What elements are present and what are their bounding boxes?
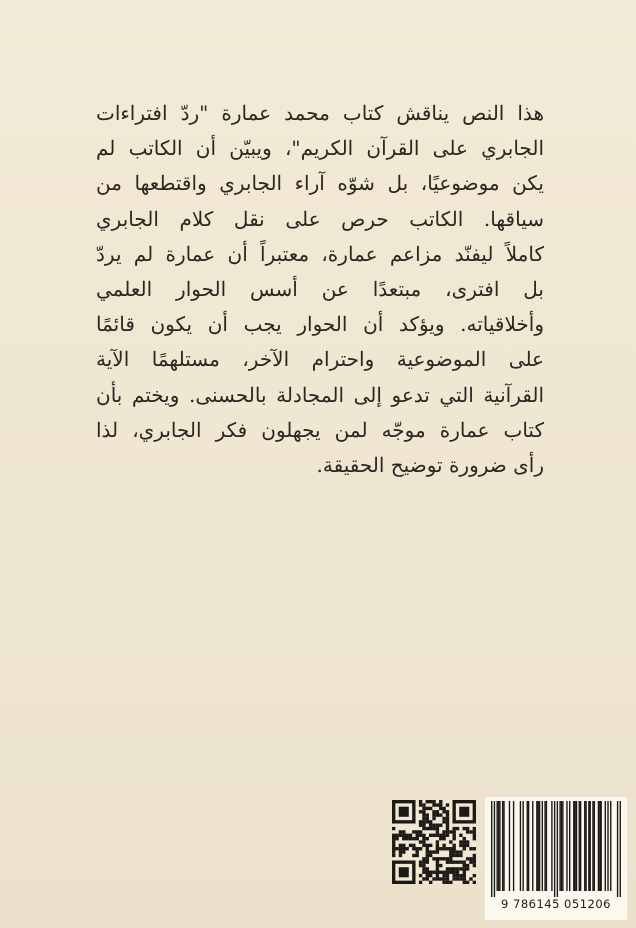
blurb-line: سياقها. الكاتب حرص على نقل كلام الجابري: [96, 206, 544, 231]
qr-code-graphic: [392, 800, 476, 884]
blurb-line: وأخلاقياته. ويؤكد أن الحوار يجب أن يكون قائمًا: [96, 312, 544, 337]
blurb-line: الجابري على القرآن الكريم"، ويبيّن أن الكاتب لم: [96, 136, 544, 161]
blurb-line: بل افترى، مبتعدًا عن أسس الحوار العلمي: [96, 277, 544, 302]
blurb-line: على الموضوعية واحترام الآخر، مستلهمًا الآية: [96, 347, 544, 372]
back-cover-blurb: [96, 96, 544, 566]
blurb-line: رأى ضرورة توضيح الحقيقة.: [316, 453, 544, 478]
blurb-line: هذا النص يناقش كتاب محمد عمارة "ردّ افتراءات: [96, 101, 544, 125]
isbn-barcode: [485, 797, 627, 920]
blurb-line: القرآنية التي تدعو إلى المجادلة بالحسنى. ويختم بأن: [96, 382, 544, 407]
qr-code-icon: [392, 800, 476, 884]
isbn-number: 9 786145 051206: [501, 897, 611, 911]
blurb-line: كاملاً ليفنّد مزاعم عمارة، معتبراً أن عمارة لم يردّ: [96, 241, 544, 266]
blurb-line: يكن موضوعيًا، بل شوّه آراء الجابري واقتطعها من: [96, 171, 544, 196]
barcode-icon: [491, 801, 621, 897]
blurb-line: كتاب عمارة موجّه لمن يجهلون فكر الجابري، لذا: [96, 417, 544, 442]
